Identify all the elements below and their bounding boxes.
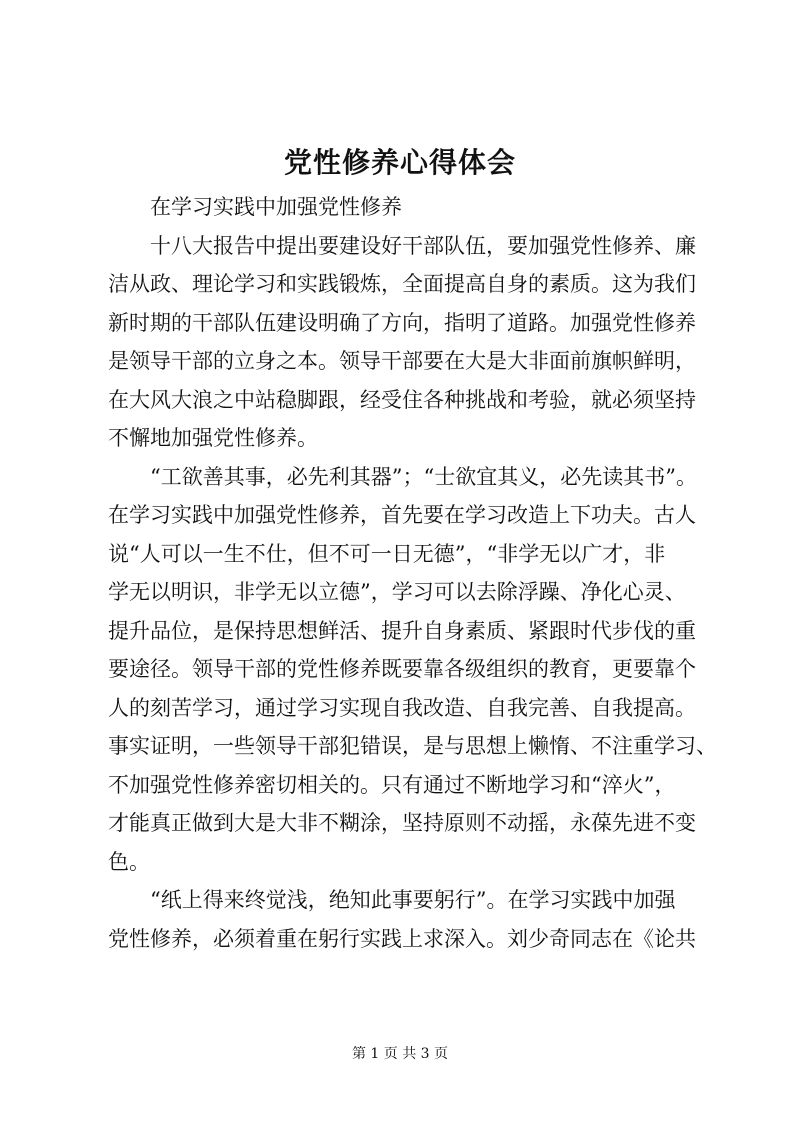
page-footer: 第 1 页 共 3 页	[351, 1046, 449, 1062]
document-body	[108, 188, 717, 958]
text-line: “工欲善其事，必先利其器”；“士欲宜其义，必先读其书”。	[150, 464, 697, 489]
text-line: 新时期的干部队伍建设明确了方向，指明了道路。加强党性修养	[108, 310, 696, 335]
document-title: 党性修养心得体会	[283, 146, 516, 179]
text-line: 十八大报告中提出要建设好干部队伍，要加强党性修养、廉	[150, 233, 696, 258]
text-line: 才能真正做到大是大非不糊涂，坚持原则不动摇，永葆先进不变	[108, 811, 696, 835]
text-line: 事实证明，一些领导干部犯错误，是与思想上懒惰、不注重学习、	[108, 734, 717, 758]
text-line: 在学习实践中加强党性修养，首先要在学习改造上下功夫。古人	[108, 503, 696, 527]
text-line: 在学习实践中加强党性修养	[150, 195, 402, 219]
text-line: 人的刻苦学习，通过学习实现自我改造、自我完善、自我提高。	[108, 695, 696, 720]
text-line: “纸上得来终觉浅，绝知此事要躬行”。在学习实践中加强	[150, 888, 676, 912]
text-line: 不加强党性修养密切相关的。只有通过不断地学习和“淬火”，	[108, 772, 676, 797]
text-line: 党性修养，必须着重在躬行实践上求深入。刘少奇同志在《论共	[108, 926, 696, 951]
text-line: 在大风大浪之中站稳脚跟，经受住各种挑战和考验，就必须坚持	[108, 387, 696, 412]
text-line: 提升品位，是保持思想鲜活、提升自身素质、紧跟时代步伐的重	[108, 618, 696, 643]
text-line: 不懈地加强党性修养。	[108, 426, 318, 450]
text-line: 学无以明识，非学无以立德”，学习可以去除浮躁、净化心灵、	[108, 580, 686, 604]
text-line: 要途径。领导干部的党性修养既要靠各级组织的教育，更要靠个	[108, 657, 696, 681]
text-line: 说“人可以一生不仕，但不可一日无德”，“非学无以广才，非	[108, 541, 666, 566]
text-line: 洁从政、理论学习和实践锻炼，全面提高自身的素质。这为我们	[108, 272, 696, 296]
text-line: 是领导干部的立身之本。领导干部要在大是大非面前旗帜鲜明，	[108, 349, 696, 373]
text-line: 色。	[108, 849, 150, 874]
